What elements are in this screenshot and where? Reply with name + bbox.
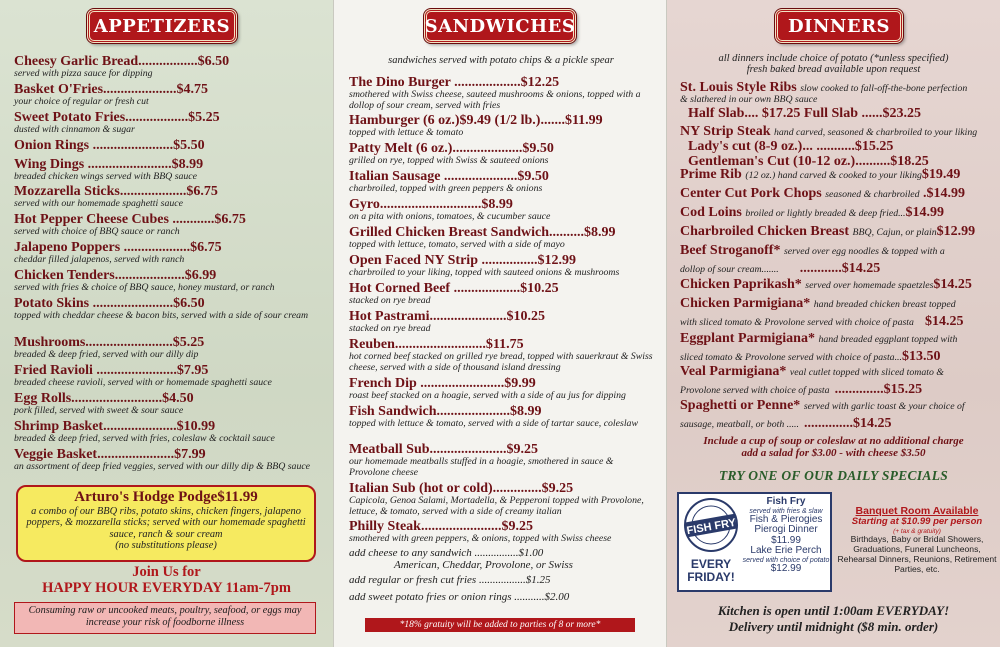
item-desc: charbroiled, topped with green peppers & onions: [349, 183, 543, 195]
item-name: NY Strip Steak: [680, 124, 771, 139]
item-desc: breaded cheese ravioli, served with or homemade spaghetti sauce: [14, 377, 272, 389]
menu-item: [349, 113, 654, 139]
item-name: Basket O'Fries.....................$4.75: [14, 82, 209, 97]
item-desc: smothered with green peppers, & onions, topped with Swiss cheese: [349, 533, 612, 545]
menu-item: [14, 54, 314, 80]
sandwiches-banner: SANDWICHES: [424, 9, 576, 43]
appetizers-column: [0, 0, 333, 647]
menu-item: [349, 141, 654, 167]
menu-item: [349, 481, 654, 517]
item-name: Hot Pastrami......................$10.25: [349, 309, 545, 324]
item-desc: breaded & deep fried, served with fries, coleslaw & cocktail sauce: [14, 433, 275, 445]
happy-hour: [0, 565, 333, 597]
menu-item: [349, 404, 654, 430]
menu-item: [14, 335, 314, 361]
happy-hour-line2: HAPPY HOUR EVERYDAY 11am-7pm: [42, 579, 291, 596]
item-desc: stacked on rye bread: [349, 295, 431, 307]
item-name: The Dino Burger ...................$12.25: [349, 75, 560, 90]
fish-fry-title: Fish Fry: [766, 496, 806, 507]
dinners-note-2: fresh baked bread available upon request: [746, 64, 921, 75]
item-name-row: [680, 243, 996, 258]
fish-fry-box: [677, 492, 832, 592]
item-name-row: [680, 80, 996, 95]
item-name-row: [680, 167, 996, 182]
menu-item: [14, 82, 314, 108]
menu-item: [14, 212, 314, 238]
item-name: Jalapeno Poppers ...................$6.75: [14, 240, 222, 255]
menu-item: [349, 519, 654, 545]
sandwiches-column: [333, 0, 667, 647]
item-name: Fried Ravioli .......................$7.95: [14, 363, 209, 378]
pierogi-line1: Fish & Pierogies: [749, 513, 823, 525]
item-price: ..............$15.25: [834, 382, 923, 398]
item-desc: served with pizza sauce for dipping: [14, 68, 153, 80]
item-inline-desc: slow cooked to fall-off-the-bone perfection: [800, 83, 968, 94]
banquet-room: [837, 505, 997, 575]
menu-item: [680, 331, 996, 364]
cheese-options: American, Cheddar, Provolone, or Swiss: [394, 559, 573, 571]
item-name-row: [680, 331, 996, 346]
item-name: Sweet Potato Fries..................$5.25: [14, 110, 220, 125]
banquet-price: Starting at $10.99 per person: [851, 516, 983, 528]
item-desc: pork filled, served with sweet & sour sauce: [14, 405, 184, 417]
kitchen-hours-line2: Delivery until midnight ($8 min. order): [728, 618, 939, 634]
item-desc: served with choice of BBQ sauce or ranch: [14, 226, 180, 238]
item-name: Patty Melt (6 oz.)....................$9.50: [349, 141, 554, 156]
item-desc-row: [680, 413, 996, 431]
menu-item: [680, 296, 996, 329]
soup-offer: [667, 435, 1000, 459]
hodge-podge-note: (no substitutions please): [115, 540, 217, 552]
item-desc: with sliced tomato & Provolone served with choice of pasta: [680, 317, 914, 329]
fish-fry-logo-text: FISH FRY: [685, 516, 737, 538]
item-name: Philly Steak.......................$9.25: [349, 519, 533, 534]
item-price: ..............$14.25: [804, 416, 892, 432]
item-inline-desc: hand breaded eggplant topped with: [818, 334, 958, 345]
item-desc-row: [680, 346, 996, 364]
item-name-row: [680, 296, 996, 311]
item-desc: sausage, meatball, or both .....: [680, 419, 799, 431]
item-price: ............$14.25: [799, 261, 881, 277]
menu-item: [680, 124, 996, 169]
fish-fry-logo-icon: [682, 497, 740, 553]
dinners-banner: DINNERS: [775, 9, 903, 43]
fish-price-2: $12.99: [770, 563, 802, 575]
menu-item: [14, 138, 314, 153]
appetizers-banner: APPETIZERS: [87, 9, 237, 43]
perch-sub: served with choice of potato: [742, 556, 830, 564]
menu-item: [14, 240, 314, 266]
item-inline-desc: broiled or lightly breaded & deep fried...: [745, 208, 906, 219]
menu-item: [349, 253, 654, 279]
item-desc: our homemade meatballs stuffed in a hoagie, smothered in sauce & Provolone cheese: [349, 456, 614, 478]
item-desc: breaded & deep fried, served with our dilly dip: [14, 349, 199, 361]
item-name: Chicken Paprikash*: [680, 277, 802, 292]
item-name: Center Cut Pork Chops: [680, 186, 822, 201]
menu-item: [349, 376, 654, 402]
item-desc-row: [680, 258, 996, 276]
item-inline-desc: veal cutlet topped with sliced tomato &: [789, 367, 944, 378]
extra-cheese: add cheese to any sandwich ................$1.00: [349, 547, 544, 559]
item-desc: topped with lettuce & tomato, served with a side of tartar sauce, coleslaw: [349, 418, 638, 430]
hodge-podge-box: [16, 485, 316, 562]
item-name: Cod Loins: [680, 205, 742, 220]
item-name: Spaghetti or Penne*: [680, 398, 801, 413]
menu-item: [349, 169, 654, 195]
item-desc: served with our homemade spaghetti sauce: [14, 198, 183, 210]
dinners-column: [667, 0, 1000, 647]
item-inline-desc: BBQ, Cajun, or plain: [852, 227, 937, 238]
gratuity-notice: *18% gratuity will be added to parties of 8 or more*: [365, 618, 635, 632]
item-desc-row: [680, 311, 996, 329]
menu-item: [14, 184, 314, 210]
extra-sweet-fries: add sweet potato fries or onion rings ...........$2.00: [349, 591, 570, 603]
item-name: St. Louis Style Ribs: [680, 80, 797, 95]
item-name: Beef Stroganoff*: [680, 243, 781, 258]
item-desc: charbroiled to your liking, topped with sauteed onions & mushrooms: [349, 267, 620, 279]
item-price-line-2: Gentleman's Cut (10-12 oz.)..........$18.25: [688, 154, 929, 170]
menu-item: [349, 337, 654, 373]
item-name: Chicken Parmigiana*: [680, 296, 811, 311]
menu-item: [680, 243, 996, 276]
menu-item: [14, 391, 314, 417]
menu-item: [680, 277, 996, 292]
item-desc-row: [680, 379, 996, 397]
item-inline-desc: (12 oz.) hand carved & cooked to your liking: [745, 170, 922, 181]
item-price: $14.25: [925, 314, 964, 330]
menu-item: [680, 80, 996, 121]
item-name: Gyro.............................$8.99: [349, 197, 513, 212]
menu-item: [14, 268, 314, 294]
item-name: Chicken Tenders....................$6.99: [14, 268, 217, 283]
fish-fry-sub: served with fries & slaw: [749, 507, 823, 515]
banquet-title: Banquet Room Available: [855, 505, 979, 517]
fish-price-1: $11.99: [771, 534, 801, 546]
item-inline-desc: served over homemade spaetzles: [805, 280, 934, 291]
item-inline-desc: hand carved, seasoned & charbroiled to your liking: [774, 127, 978, 138]
item-price: $12.99: [936, 224, 976, 239]
extra-fries: add regular or fresh cut fries .................$1.25: [349, 574, 551, 586]
soup-offer-line2: add a salad for $3.00 - with cheese $3.50: [741, 447, 926, 460]
kitchen-hours-line1: Kitchen is open until 1:00am EVERYDAY!: [717, 603, 950, 618]
food-safety-warning: Consuming raw or uncooked meats, poultry, seafood, or eggs may increase your risk of foodborne illness: [14, 602, 316, 634]
item-price: $14.99: [905, 205, 944, 220]
menu-item: [349, 281, 654, 307]
item-name: Onion Rings .......................$5.50: [14, 138, 205, 153]
menu-item: [349, 442, 654, 478]
banquet-price-note: (+ tax & gratuity): [893, 527, 941, 535]
menu-item: [680, 398, 996, 431]
item-desc: breaded chicken wings served with BBQ sauce: [14, 171, 198, 183]
menu-item: [349, 75, 654, 111]
item-name: Meatball Sub......................$9.25: [349, 442, 539, 457]
pierogi-line2: Pierogi Dinner: [754, 524, 818, 536]
banquet-occasions: Birthdays, Baby or Bridal Showers, Graduations, Funeral Luncheons, Rehearsal Dinners, Reunions, Retirement Parties, etc.: [837, 534, 997, 575]
item-desc: roast beef stacked on a hoagie, served with a side of au jus for dipping: [349, 390, 626, 402]
soup-offer-line1: Include a cup of soup or coleslaw at no additional charge: [703, 435, 964, 447]
item-desc: dusted with cinnamon & sugar: [14, 124, 135, 136]
item-name: Fish Sandwich.....................$8.99: [349, 404, 542, 419]
item-name: Mozzarella Sticks...................$6.75: [14, 184, 218, 199]
item-name: Grilled Chicken Breast Sandwich..........$8.99: [349, 225, 616, 240]
perch-title: Lake Erie Perch: [750, 545, 822, 557]
item-name: Wing Dings ........................$8.99: [14, 157, 204, 172]
item-name: Egg Rolls..........................$4.50: [14, 391, 194, 406]
item-name: Italian Sausage .....................$9.50: [349, 169, 549, 184]
item-price: .$14.99: [923, 186, 966, 201]
item-price: $13.50: [901, 349, 941, 365]
hodge-podge-title: Arturo's Hodge Podge$11.99: [74, 489, 258, 505]
kitchen-hours: [667, 603, 1000, 634]
item-inline-desc: served over egg noodles & topped with a: [783, 246, 945, 257]
daily-specials-heading: TRY ONE OF OUR DAILY SPECIALS: [718, 468, 949, 483]
item-desc: on a pita with onions, tomatoes, & cucumber sauce: [349, 211, 551, 223]
item-desc: & slathered in our own BBQ sauce: [680, 94, 818, 106]
item-name: Italian Sub (hot or cold)..............$9.25: [349, 481, 574, 496]
sandwiches-note: sandwiches served with potato chips & a pickle spear: [388, 55, 614, 66]
menu-item: [680, 186, 996, 201]
item-desc: topped with cheddar cheese & bacon bits, served with a side of sour cream: [14, 310, 309, 322]
item-inline-desc: served with garlic toast & your choice of: [803, 401, 965, 412]
item-name-row: [680, 186, 996, 201]
item-name-row: [680, 398, 996, 413]
item-name: Hot Corned Beef ...................$10.25: [349, 281, 559, 296]
happy-hour-line1: Join Us for: [132, 564, 201, 580]
item-price-line: Lady's cut (8-9 oz.)... ...........$15.25: [688, 139, 894, 155]
item-inline-desc: hand breaded chicken breast topped: [813, 299, 956, 310]
item-desc: stacked on rye bread: [349, 323, 431, 335]
item-name: Veggie Basket......................$7.99: [14, 447, 206, 462]
dinners-note-1: all dinners include choice of potato (*unless specified): [718, 53, 949, 64]
item-desc: sliced tomato & Provolone served with choice of pasta...: [680, 352, 902, 364]
item-name: Veal Parmigiana*: [680, 364, 787, 379]
menu-item: [14, 296, 314, 322]
item-name-row: [680, 124, 996, 139]
item-desc: Capicola, Genoa Salami, Mortadella, & Pepperoni topped with Provolone, lettuce, & tomato, served with a side of creamy italian: [349, 495, 644, 517]
item-desc: dollop of sour cream.......: [680, 264, 779, 276]
item-name-row: [680, 277, 996, 292]
item-name: French Dip ........................$9.99: [349, 376, 536, 391]
menu-item: [14, 419, 314, 445]
item-name: Prime Rib: [680, 167, 742, 182]
item-desc: topped with lettuce, tomato, served with a side of mayo: [349, 239, 565, 251]
item-price: $14.25: [933, 277, 972, 292]
item-name-row: [680, 224, 996, 239]
item-name: Open Faced NY Strip ................$12.99: [349, 253, 576, 268]
fish-fry-details: [741, 497, 831, 575]
menu-item: [14, 157, 314, 183]
menu-item: [14, 363, 314, 389]
every-label: EVERY: [690, 557, 732, 571]
hodge-podge-desc: a combo of our BBQ ribs, potato skins, chicken fingers, jalapeno poppers, & mozzarella sticks; served with our homemade spaghetti sauce, ranch & sour cream: [26, 506, 306, 540]
item-name-row: [680, 364, 996, 379]
item-desc: smothered with Swiss cheese, sauteed mushrooms & onions, topped with a dollop of sour cream, served with fries: [349, 89, 641, 111]
menu-item: [680, 364, 996, 397]
item-name: Charbroiled Chicken Breast: [680, 224, 850, 239]
item-name-row: [680, 205, 996, 220]
item-name: Hamburger (6 oz.)$9.49 (1/2 lb.).......$11.99: [349, 113, 603, 128]
item-desc: grilled on rye, topped with Swiss & sauteed onions: [349, 155, 549, 167]
item-desc: hot corned beef stacked on grilled rye bread, topped with sauerkraut & Swiss cheese, served with a side of thousand island dressing: [349, 351, 653, 373]
item-name: Eggplant Parmigiana*: [680, 331, 815, 346]
item-price-line: Half Slab.... $17.25 Full Slab ......$23.25: [688, 105, 921, 121]
item-desc: an assortment of deep fried veggies, served with our dilly dip & BBQ sauce: [14, 461, 311, 473]
item-name: Mushrooms.........................$5.25: [14, 335, 205, 350]
item-name: Cheesy Garlic Bread.................$6.50: [14, 54, 230, 69]
menu-item: [349, 197, 654, 223]
item-price: $19.49: [921, 167, 961, 182]
item-inline-desc: seasoned & charbroiled: [825, 189, 920, 200]
menu-item: [14, 110, 314, 136]
menu-item: [349, 309, 654, 335]
menu-item: [680, 167, 996, 182]
item-desc: your choice of regular or fresh cut: [14, 96, 149, 108]
item-name: Potato Skins .......................$6.50: [14, 296, 205, 311]
item-desc: topped with lettuce & tomato: [349, 127, 464, 139]
menu-item: [680, 224, 996, 239]
item-desc: served with fries & choice of BBQ sauce, honey mustard, or ranch: [14, 282, 275, 294]
menu-item: [14, 447, 314, 473]
item-desc: cheddar filled jalapenos, served with ranch: [14, 254, 185, 266]
menu-item: [349, 225, 654, 251]
item-desc: Provolone served with choice of pasta: [680, 385, 830, 397]
item-name: Shrimp Basket.....................$10.99: [14, 419, 216, 434]
friday-label: FRIDAY!: [687, 569, 735, 584]
menu-item: [680, 205, 996, 220]
item-name: Hot Pepper Cheese Cubes ............$6.75: [14, 212, 246, 227]
item-name: Reuben..........................$11.75: [349, 337, 524, 352]
every-friday: [681, 558, 741, 583]
